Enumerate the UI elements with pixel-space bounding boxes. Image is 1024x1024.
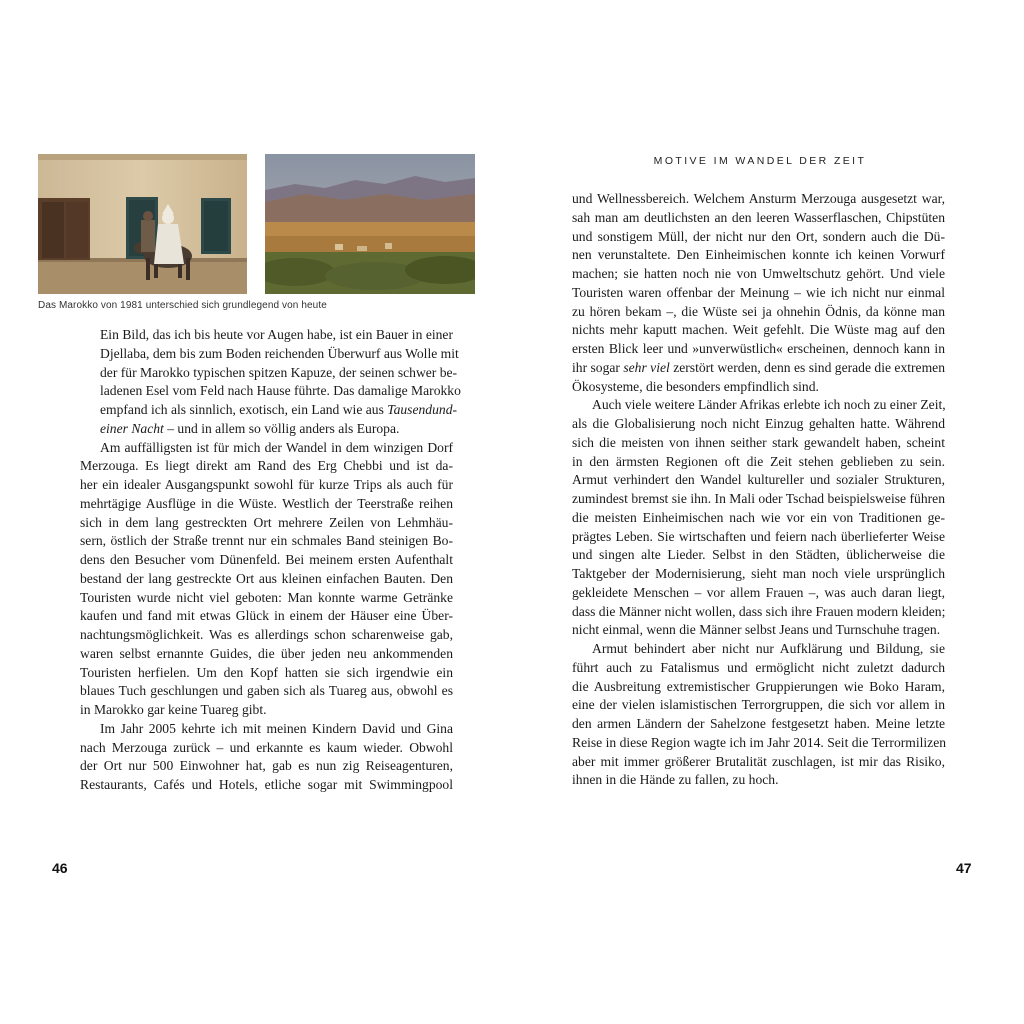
text-line: Djellaba, dem bis zum Boden reichenden Überwurf aus Wolle mit xyxy=(100,345,459,361)
text-segment: ihr sogar xyxy=(572,359,624,375)
text-line: zumindest bremst sie ihn. In Mali oder Tschad beispielsweise führen xyxy=(572,491,945,506)
text-line: nachtungsmöglichkeit. Was es allerdings schon scharenweise gab, xyxy=(80,627,453,642)
paragraph xyxy=(572,640,945,790)
text-line: Reise in diese Region wagte ich im Jahr 2014. Seit die Terrormilizen xyxy=(572,734,947,750)
paragraph xyxy=(80,326,461,439)
photo-farmer-with-donkey xyxy=(38,154,247,294)
text-line: Armut behindert aber nicht nur Aufklärung und Bildung, sie xyxy=(592,641,945,656)
paragraph xyxy=(572,190,945,396)
running-head: MOTIVE IM WANDEL DER ZEIT xyxy=(653,155,867,167)
text-line: der Ort nur 500 Einwohner hat, gab es nun zig Reiseagenturen, xyxy=(80,758,453,774)
text-segment: empfand ich als sinnlich, exotisch, ein Land wie aus xyxy=(100,402,388,417)
italic-phrase: sehr viel xyxy=(623,359,670,375)
text-line: sah man am deutlichsten an den leeren Wasserflaschen, Chipstüten xyxy=(572,209,945,225)
text-line: und singen alte Lieder. Selbst in den Städten, üblicherweise die xyxy=(572,547,945,563)
right-page-text xyxy=(572,190,945,790)
text-line: führt auch zu Fatalismus und ermöglicht nicht zuletzt dadurch xyxy=(572,659,945,675)
paragraph xyxy=(572,396,945,640)
text-segment: zerstört werden, denn es sind gerade die extremen xyxy=(669,359,945,375)
text-line: sich die meisten von ihnen seither stark gewandelt haben, scheint xyxy=(572,434,945,450)
text-line: eine der vielen islamistischen Terrorgruppen, die sich vor allem in xyxy=(572,697,945,713)
text-line: Am auffälligsten ist für mich der Wandel in dem winzigen Dorf xyxy=(100,439,453,455)
text-line: mehrtägige Ausflüge in die Wüste. Westlich der Teerstraße reihen xyxy=(80,495,453,511)
text-line: ersten Blick leer und »unverwüstlich« erscheinen, dennoch kann in xyxy=(572,341,945,356)
text-line: Touristen waren offenbar der Meinung – wie ich nicht nur einmal xyxy=(572,284,945,300)
text-line: die meisten Einheimischen nach wie vor ein von Traditionen ge- xyxy=(572,509,945,525)
text-line: Ökosysteme, die besonders empfindlich sind. xyxy=(572,378,819,394)
text-segment: – und in allem so völlig anders als Europa. xyxy=(163,420,400,436)
text-line: nicht einmal, wenn die Männer selbst Jeans und Turnschuhe tragen. xyxy=(572,622,941,638)
text-line: sich in dem lang gestreckten Ort mehrere Zeilen von Lehmhäu- xyxy=(80,514,453,530)
text-line: Auch viele weitere Länder Afrikas erlebte ich noch zu einer Zeit, xyxy=(592,397,946,413)
desert-landscape-image xyxy=(265,154,475,294)
text-line: der für Marokko typischen spitzen Kapuze, der seinen schwer be- xyxy=(100,364,458,380)
text-line: Ein Bild, das ich bis heute vor Augen habe, ist ein Bauer in einer xyxy=(100,327,453,342)
text-line: nach Merzouga zurück – und erkannte es kaum wieder. Obwohl xyxy=(80,739,453,755)
text-line: nichts mehr kaputt machen. Weit gefehlt. Die Wüste mag auf den xyxy=(572,322,945,338)
text-line: in den ärmsten Regionen oft die Zeit stehen geblieben zu sein. xyxy=(572,453,945,469)
text-line: prägtes Leben. Sie wirtschaften und feiern nach überlieferter Weise xyxy=(572,528,945,544)
text-line: Touristen herfielen. Um den Kopf hatten sie sich irgendwie ein xyxy=(80,664,453,680)
text-line xyxy=(80,401,458,420)
text-line: die Ausbreitung extremistischer Gruppierungen wie Boko Haram, xyxy=(572,678,945,694)
text-line: nen verunstaltete. Den Einheimischen konnte ich keinen Vorwurf xyxy=(572,247,945,263)
italic-phrase: Tausendund- xyxy=(387,402,458,417)
left-page-text xyxy=(80,326,461,795)
text-line: waren selbst ernannte Guides, die über jeden neu ankommenden xyxy=(80,645,453,661)
text-line: bestand der lang gestreckte Ort aus kleinen einfachen Bauten. Den xyxy=(80,570,453,586)
text-line: blaues Tuch geschlungen und gaben sich als Tuareg aus, obwohl es xyxy=(80,683,453,699)
text-line: Restaurants, Cafés und Hotels, etliche sogar mit Swimmingpool xyxy=(80,777,453,792)
text-line: machen; sie hatten noch nie von Umweltschutz gehört. Und viele xyxy=(572,266,945,281)
text-line: her ein idealer Ausgangspunkt sowohl für kurze Trips als auch für xyxy=(80,477,453,492)
text-line: sern, östlich der Straße trennt nur ein schmales Band steinigen Bo- xyxy=(80,533,453,549)
text-line: und Wellnessbereich. Welchem Ansturm Merzouga ausgesetzt war, xyxy=(572,191,945,206)
text-line: Armut verhindert den Wandel kultureller und sozialer Strukturen, xyxy=(572,472,945,488)
text-line: gekleidete Menschen – vor allem Frauen –, was auch daran liegt, xyxy=(572,584,945,600)
paragraph xyxy=(80,439,453,720)
text-line: Im Jahr 2005 kehrte ich mit meinen Kindern David und Gina xyxy=(100,720,453,736)
text-line: kaufen und fand mit etwas Glück in einem der Häuser eine Über- xyxy=(80,608,453,624)
text-line: dass die Männer nicht wollen, dass sich ihre Frauen modern kleiden; xyxy=(572,603,946,619)
text-line: dens den Besucher vom Dünenfeld. Bei meinem ersten Aufenthalt xyxy=(80,552,453,567)
text-line: ihnen in die Hände zu fallen, zu hoch. xyxy=(572,772,779,788)
text-line: in Marokko gar keine Tuareg gibt. xyxy=(80,702,267,717)
text-line xyxy=(80,420,453,439)
farmer-donkey-image xyxy=(38,154,247,294)
photo-caption: Das Marokko von 1981 unterschied sich grundlegend von heute xyxy=(38,300,327,311)
page-number-left: 46 xyxy=(52,860,68,876)
text-line: zu hören bekam –, die Wüste sei ja ohnehin Ödnis, da könne man xyxy=(572,303,945,319)
text-line: den armen Ländern der Sahelzone festgesetzt haben. Meine letzte xyxy=(572,716,945,731)
text-line: und sonstigem Müll, der nicht nur den Ort, sondern auch die Dü- xyxy=(572,228,945,244)
text-line xyxy=(572,359,945,378)
text-line: ladenen Esel vom Feld nach Hause führte. Das damalige Marokko xyxy=(100,383,461,399)
text-line: Touristen wurde nicht viel geboten: Man konnte warme Getränke xyxy=(80,589,453,605)
text-line: Taktgeber der Modernisierung, sieht man noch viele ursprünglich xyxy=(572,566,945,581)
text-line: Merzouga. Es liegt direkt am Rand des Erg Chebbi und ist da- xyxy=(80,458,453,474)
italic-phrase: einer Nacht xyxy=(100,420,164,436)
paragraph xyxy=(80,720,453,795)
text-line: als die Globalisierung noch nicht Einzug gehalten hatte. Während xyxy=(572,416,945,431)
photo-desert-landscape xyxy=(265,154,475,294)
page-number-right: 47 xyxy=(956,860,972,876)
text-line: aber mit immer größerer Brutalität zuschlagen, ist mir das Risiko, xyxy=(572,753,945,769)
